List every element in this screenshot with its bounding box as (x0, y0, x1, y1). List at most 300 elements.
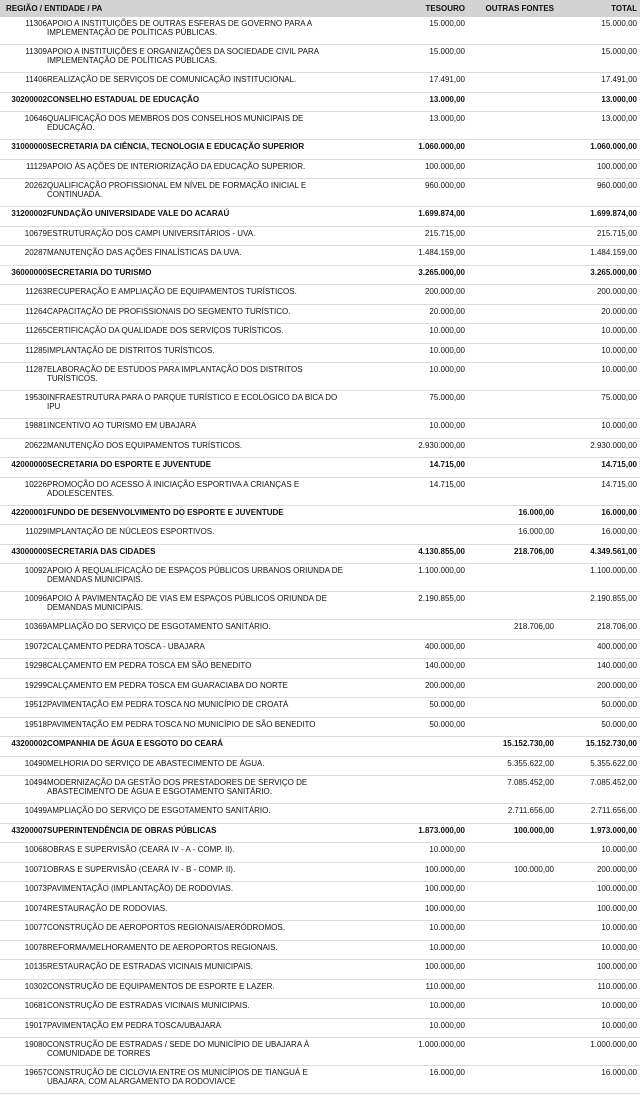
row-outras-fontes (468, 678, 557, 698)
row-code: 10226 (0, 477, 47, 505)
row-code: 11265 (0, 324, 47, 344)
row-outras-fontes (468, 960, 557, 980)
row-total: 10.000,00 (557, 921, 640, 941)
entity-row (0, 207, 640, 227)
row-total: 50.000,00 (557, 717, 640, 737)
row-description: RECUPERAÇÃO E AMPLIAÇÃO DE EQUIPAMENTOS TURÍSTICOS. (47, 285, 350, 305)
row-outras-fontes (468, 1018, 557, 1038)
row-outras-fontes: 218.706,00 (468, 544, 557, 564)
row-outras-fontes (468, 140, 557, 160)
row-tesouro (350, 525, 468, 545)
row-tesouro: 1.000.000,00 (350, 1038, 468, 1066)
row-description: PROMOÇÃO DO ACESSO À INICIAÇÃO ESPORTIVA A CRIANÇAS E ADOLESCENTES. (47, 477, 350, 505)
row-outras-fontes: 100.000,00 (468, 823, 557, 843)
row-outras-fontes: 5.355.622,00 (468, 756, 557, 776)
table-row (0, 1018, 640, 1038)
row-outras-fontes (468, 999, 557, 1019)
row-outras-fontes (468, 207, 557, 227)
row-description: OBRAS E SUPERVISÃO (CEARÁ IV - B - COMP. II). (47, 862, 350, 882)
row-outras-fontes: 16.000,00 (468, 525, 557, 545)
row-total: 2.190.855,00 (557, 592, 640, 620)
row-tesouro: 2.190.855,00 (350, 592, 468, 620)
row-description: CONSELHO ESTADUAL DE EDUCAÇÃO (47, 92, 350, 112)
table-row (0, 324, 640, 344)
row-total: 17.491,00 (557, 73, 640, 93)
table-row (0, 960, 640, 980)
row-total: 4.349.561,00 (557, 544, 640, 564)
row-outras-fontes (468, 564, 557, 592)
row-code: 10499 (0, 804, 47, 824)
table-row (0, 419, 640, 439)
table-row (0, 45, 640, 73)
row-total: 218.706,00 (557, 620, 640, 640)
row-code: 10092 (0, 564, 47, 592)
entity-row (0, 823, 640, 843)
row-description: AMPLIAÇÃO DO SERVIÇO DE ESGOTAMENTO SANITÁRIO. (47, 620, 350, 640)
row-tesouro (350, 737, 468, 757)
row-description: INFRAESTRUTURA PARA O PARQUE TURÍSTICO E ECOLÓGICO DA BICA DO IPU (47, 391, 350, 419)
row-code: 11406 (0, 73, 47, 93)
row-code: 10494 (0, 776, 47, 804)
row-tesouro: 14.715,00 (350, 477, 468, 505)
row-total: 200.000,00 (557, 285, 640, 305)
entity-row (0, 505, 640, 525)
row-description: APOIO ÀS AÇÕES DE INTERIORIZAÇÃO DA EDUCAÇÃO SUPERIOR. (47, 159, 350, 179)
table-row (0, 921, 640, 941)
row-tesouro: 13.000,00 (350, 112, 468, 140)
row-tesouro: 20.000,00 (350, 304, 468, 324)
table-header (0, 0, 640, 17)
row-description: FUNDAÇÃO UNIVERSIDADE VALE DO ACARAÚ (47, 207, 350, 227)
row-tesouro: 75.000,00 (350, 391, 468, 419)
row-code: 11129 (0, 159, 47, 179)
row-code: 10068 (0, 843, 47, 863)
row-total: 1.100.000,00 (557, 564, 640, 592)
row-total: 15.000,00 (557, 17, 640, 45)
row-outras-fontes (468, 921, 557, 941)
row-tesouro: 100.000,00 (350, 960, 468, 980)
row-tesouro: 960.000,00 (350, 179, 468, 207)
row-tesouro: 10.000,00 (350, 940, 468, 960)
table-row (0, 179, 640, 207)
row-total: 7.085.452,00 (557, 776, 640, 804)
row-description: CERTIFICAÇÃO DA QUALIDADE DOS SERVIÇOS TURÍSTICOS. (47, 324, 350, 344)
row-total: 215.715,00 (557, 226, 640, 246)
row-code: 10302 (0, 979, 47, 999)
row-description: MELHORIA DO SERVIÇO DE ABASTECIMENTO DE ÁGUA. (47, 756, 350, 776)
row-outras-fontes (468, 1066, 557, 1094)
table-row (0, 592, 640, 620)
row-description: CONSTRUÇÃO DE EQUIPAMENTOS DE ESPORTE E LAZER. (47, 979, 350, 999)
row-total: 2.930.000,00 (557, 438, 640, 458)
row-tesouro (350, 804, 468, 824)
row-tesouro: 200.000,00 (350, 285, 468, 305)
row-total: 140.000,00 (557, 659, 640, 679)
row-tesouro: 4.130.855,00 (350, 544, 468, 564)
row-description: PAVIMENTAÇÃO EM PEDRA TOSCA/UBAJARA (47, 1018, 350, 1038)
row-tesouro: 1.699.874,00 (350, 207, 468, 227)
row-description: QUALIFICAÇÃO DOS MEMBROS DOS CONSELHOS MUNICIPAIS DE EDUCAÇÃO. (47, 112, 350, 140)
row-code: 11285 (0, 343, 47, 363)
row-code: 10679 (0, 226, 47, 246)
row-code: 43200002 (0, 737, 47, 757)
row-tesouro: 140.000,00 (350, 659, 468, 679)
row-description: APOIO A INSTITUIÇÕES E ORGANIZAÇÕES DA SOCIEDADE CIVIL PARA IMPLEMENTAÇÃO DE POLÍTICAS PÚBLICAS. (47, 45, 350, 73)
row-code: 10078 (0, 940, 47, 960)
row-description: SECRETARIA DAS CIDADES (47, 544, 350, 564)
row-outras-fontes: 15.152.730,00 (468, 737, 557, 757)
row-outras-fontes (468, 112, 557, 140)
row-code: 10490 (0, 756, 47, 776)
row-code: 11309 (0, 45, 47, 73)
table-row (0, 477, 640, 505)
table-row (0, 776, 640, 804)
row-description: SECRETARIA DO ESPORTE E JUVENTUDE (47, 458, 350, 478)
row-outras-fontes (468, 179, 557, 207)
row-total: 2.711.656,00 (557, 804, 640, 824)
row-outras-fontes (468, 226, 557, 246)
row-description: CONSTRUÇÃO DE AEROPORTOS REGIONAIS/AERÓDROMOS. (47, 921, 350, 941)
row-outras-fontes (468, 304, 557, 324)
row-tesouro: 100.000,00 (350, 901, 468, 921)
row-outras-fontes: 16.000,00 (468, 505, 557, 525)
table-row (0, 804, 640, 824)
table-row (0, 659, 640, 679)
row-total: 100.000,00 (557, 960, 640, 980)
row-tesouro: 13.000,00 (350, 92, 468, 112)
row-description: CONSTRUÇÃO DE ESTRADAS VICINAIS MUNICIPAIS. (47, 999, 350, 1019)
row-total: 20.000,00 (557, 304, 640, 324)
row-tesouro: 10.000,00 (350, 419, 468, 439)
row-code: 20287 (0, 246, 47, 266)
row-total: 50.000,00 (557, 698, 640, 718)
row-tesouro: 3.265.000,00 (350, 265, 468, 285)
table-row (0, 112, 640, 140)
table-row (0, 678, 640, 698)
row-total: 13.000,00 (557, 112, 640, 140)
row-code: 10073 (0, 882, 47, 902)
row-total: 1.000.000,00 (557, 1038, 640, 1066)
column-header-region: REGIÃO / ENTIDADE / PA (0, 0, 350, 17)
table-row (0, 304, 640, 324)
row-description: FUNDO DE DESENVOLVIMENTO DO ESPORTE E JUVENTUDE (47, 505, 350, 525)
table-row (0, 246, 640, 266)
row-outras-fontes (468, 45, 557, 73)
row-total: 100.000,00 (557, 901, 640, 921)
table-row (0, 343, 640, 363)
table-row (0, 438, 640, 458)
row-outras-fontes (468, 391, 557, 419)
row-code: 10681 (0, 999, 47, 1019)
row-tesouro: 10.000,00 (350, 1018, 468, 1038)
row-code: 10071 (0, 862, 47, 882)
row-description: SUPERINTENDÊNCIA DE OBRAS PÚBLICAS (47, 823, 350, 843)
row-description: SECRETARIA DA CIÊNCIA, TECNOLOGIA E EDUCAÇÃO SUPERIOR (47, 140, 350, 160)
row-tesouro: 50.000,00 (350, 717, 468, 737)
entity-row (0, 265, 640, 285)
row-code: 19080 (0, 1038, 47, 1066)
row-tesouro: 110.000,00 (350, 979, 468, 999)
table-row (0, 159, 640, 179)
row-code: 19512 (0, 698, 47, 718)
row-tesouro: 1.484.159,00 (350, 246, 468, 266)
row-description: REALIZAÇÃO DE SERVIÇOS DE COMUNICAÇÃO INSTITUCIONAL. (47, 73, 350, 93)
table-row (0, 843, 640, 863)
row-outras-fontes (468, 477, 557, 505)
row-total: 110.000,00 (557, 979, 640, 999)
row-tesouro: 10.000,00 (350, 363, 468, 391)
table-row (0, 285, 640, 305)
row-total: 15.152.730,00 (557, 737, 640, 757)
row-code: 31200002 (0, 207, 47, 227)
row-tesouro: 50.000,00 (350, 698, 468, 718)
row-tesouro: 14.715,00 (350, 458, 468, 478)
row-tesouro: 1.060.000,00 (350, 140, 468, 160)
row-code: 31000000 (0, 140, 47, 160)
row-code: 11287 (0, 363, 47, 391)
row-total: 1.060.000,00 (557, 140, 640, 160)
row-description: IMPLANTAÇÃO DE NÚCLEOS ESPORTIVOS. (47, 525, 350, 545)
row-tesouro: 100.000,00 (350, 882, 468, 902)
row-description: CONSTRUÇÃO DE ESTRADAS / SEDE DO MUNICÍPIO DE UBAJARA À COMUNIDADE DE TORRES (47, 1038, 350, 1066)
row-outras-fontes (468, 159, 557, 179)
row-description: PAVIMENTAÇÃO EM PEDRA TOSCA NO MUNICÍPIO DE SÃO BENEDITO (47, 717, 350, 737)
row-tesouro: 2.930.000,00 (350, 438, 468, 458)
table-row (0, 999, 640, 1019)
row-outras-fontes (468, 659, 557, 679)
row-tesouro: 100.000,00 (350, 862, 468, 882)
row-total: 15.000,00 (557, 45, 640, 73)
row-total: 10.000,00 (557, 1018, 640, 1038)
row-description: ELABORAÇÃO DE ESTUDOS PARA IMPLANTAÇÃO DOS DISTRITOS TURÍSTICOS. (47, 363, 350, 391)
entity-row (0, 458, 640, 478)
row-total: 1.484.159,00 (557, 246, 640, 266)
table-row (0, 756, 640, 776)
row-code: 20262 (0, 179, 47, 207)
row-total: 10.000,00 (557, 999, 640, 1019)
row-description: INCENTIVO AO TURISMO EM UBAJARA (47, 419, 350, 439)
row-tesouro: 200.000,00 (350, 678, 468, 698)
row-code: 43000000 (0, 544, 47, 564)
row-total: 16.000,00 (557, 505, 640, 525)
row-code: 19657 (0, 1066, 47, 1094)
row-outras-fontes: 218.706,00 (468, 620, 557, 640)
row-outras-fontes (468, 324, 557, 344)
row-code: 10135 (0, 960, 47, 980)
row-outras-fontes (468, 1038, 557, 1066)
row-tesouro: 1.873.000,00 (350, 823, 468, 843)
row-tesouro: 400.000,00 (350, 639, 468, 659)
table-row (0, 525, 640, 545)
row-total: 1.699.874,00 (557, 207, 640, 227)
row-total: 10.000,00 (557, 324, 640, 344)
row-description: MANUTENÇÃO DOS EQUIPAMENTOS TURÍSTICOS. (47, 438, 350, 458)
row-code: 10077 (0, 921, 47, 941)
row-code: 11029 (0, 525, 47, 545)
row-description: APOIO À REQUALIFICAÇÃO DE ESPAÇOS PÚBLICOS URBANOS ORIUNDA DE DEMANDAS MUNICIPAIS. (47, 564, 350, 592)
row-description: CALÇAMENTO EM PEDRA TOSCA EM GUARACIABA DO NORTE (47, 678, 350, 698)
entity-row (0, 92, 640, 112)
row-description: SECRETARIA DO TURISMO (47, 265, 350, 285)
row-outras-fontes (468, 698, 557, 718)
table-row (0, 901, 640, 921)
row-outras-fontes (468, 73, 557, 93)
row-total: 400.000,00 (557, 639, 640, 659)
table-row (0, 882, 640, 902)
row-total: 14.715,00 (557, 477, 640, 505)
row-description: CAPACITAÇÃO DE PROFISSIONAIS DO SEGMENTO TURÍSTICO. (47, 304, 350, 324)
row-code: 10646 (0, 112, 47, 140)
row-code: 20622 (0, 438, 47, 458)
row-tesouro (350, 620, 468, 640)
row-tesouro (350, 756, 468, 776)
row-outras-fontes (468, 901, 557, 921)
row-code: 19881 (0, 419, 47, 439)
row-description: OBRAS E SUPERVISÃO (CEARÁ IV - A - COMP. II). (47, 843, 350, 863)
row-description: CALÇAMENTO PEDRA TOSCA - UBAJARA (47, 639, 350, 659)
row-total: 3.265.000,00 (557, 265, 640, 285)
row-outras-fontes (468, 285, 557, 305)
row-total: 960.000,00 (557, 179, 640, 207)
row-tesouro (350, 776, 468, 804)
row-tesouro: 1.100.000,00 (350, 564, 468, 592)
row-tesouro: 10.000,00 (350, 999, 468, 1019)
row-outras-fontes: 100.000,00 (468, 862, 557, 882)
row-code: 43200007 (0, 823, 47, 843)
row-description: APOIO A INSTITUIÇÕES DE OUTRAS ESFERAS DE GOVERNO PARA A IMPLEMENTAÇÃO DE POLÍTICAS PÚBLICAS. (47, 17, 350, 45)
table-row (0, 862, 640, 882)
row-outras-fontes (468, 265, 557, 285)
table-body (0, 17, 640, 1094)
table-row (0, 226, 640, 246)
row-code: 19518 (0, 717, 47, 737)
row-tesouro: 17.491,00 (350, 73, 468, 93)
row-tesouro: 10.000,00 (350, 324, 468, 344)
column-header-outras-fontes: OUTRAS FONTES (468, 0, 557, 17)
row-description: REFORMA/MELHORAMENTO DE AEROPORTOS REGIONAIS. (47, 940, 350, 960)
row-outras-fontes (468, 419, 557, 439)
row-description: APOIO À PAVIMENTAÇÃO DE VIAS EM ESPAÇOS PÚBLICOS ORIUNDA DE DEMANDAS MUNICIPAIS. (47, 592, 350, 620)
row-code: 19017 (0, 1018, 47, 1038)
row-description: AMPLIAÇÃO DO SERVIÇO DE ESGOTAMENTO SANITÁRIO. (47, 804, 350, 824)
row-code: 30200002 (0, 92, 47, 112)
row-outras-fontes (468, 979, 557, 999)
row-outras-fontes: 7.085.452,00 (468, 776, 557, 804)
table-row (0, 698, 640, 718)
row-description: COMPANHIA DE ÁGUA E ESGOTO DO CEARÁ (47, 737, 350, 757)
row-tesouro: 215.715,00 (350, 226, 468, 246)
row-code: 36000000 (0, 265, 47, 285)
table-row (0, 17, 640, 45)
row-description: MANUTENÇÃO DAS AÇÕES FINALÍSTICAS DA UVA. (47, 246, 350, 266)
row-outras-fontes (468, 882, 557, 902)
table-row (0, 717, 640, 737)
row-total: 16.000,00 (557, 1066, 640, 1094)
row-total: 16.000,00 (557, 525, 640, 545)
row-tesouro (350, 505, 468, 525)
row-total: 10.000,00 (557, 419, 640, 439)
row-code: 19072 (0, 639, 47, 659)
entity-row (0, 544, 640, 564)
table-row (0, 73, 640, 93)
row-total: 10.000,00 (557, 363, 640, 391)
row-tesouro: 16.000,00 (350, 1066, 468, 1094)
row-outras-fontes (468, 639, 557, 659)
row-description: QUALIFICAÇÃO PROFISSIONAL EM NÍVEL DE FORMAÇÃO INICIAL E CONTINUADA. (47, 179, 350, 207)
row-tesouro: 15.000,00 (350, 17, 468, 45)
entity-row (0, 140, 640, 160)
row-code: 11306 (0, 17, 47, 45)
table-row (0, 1066, 640, 1094)
row-outras-fontes (468, 458, 557, 478)
row-tesouro: 10.000,00 (350, 843, 468, 863)
row-code: 19530 (0, 391, 47, 419)
row-total: 200.000,00 (557, 862, 640, 882)
row-description: RESTAURAÇÃO DE ESTRADAS VICINAIS MUNICIPAIS. (47, 960, 350, 980)
row-outras-fontes (468, 843, 557, 863)
row-outras-fontes (468, 717, 557, 737)
row-total: 100.000,00 (557, 159, 640, 179)
row-description: ESTRUTURAÇÃO DOS CAMPI UNIVERSITÁRIOS - UVA. (47, 226, 350, 246)
row-total: 10.000,00 (557, 343, 640, 363)
row-outras-fontes (468, 246, 557, 266)
row-outras-fontes (468, 592, 557, 620)
row-description: PAVIMENTAÇÃO (IMPLANTAÇÃO) DE RODOVIAS. (47, 882, 350, 902)
table-row (0, 391, 640, 419)
row-description: MODERNIZAÇÃO DA GESTÃO DOS PRESTADORES DE SERVIÇO DE ABASTECIMENTO DE ÁGUA E ESGOTAMENTO SANITÁRIO. (47, 776, 350, 804)
row-outras-fontes (468, 17, 557, 45)
row-code: 42000000 (0, 458, 47, 478)
row-code: 11264 (0, 304, 47, 324)
row-description: PAVIMENTAÇÃO EM PEDRA TOSCA NO MUNICÍPIO DE CROATÁ (47, 698, 350, 718)
row-description: CONSTRUÇÃO DE CICLOVIA ENTRE OS MUNICÍPIOS DE TIANGUÁ E UBAJARA, COM ALARGAMENTO DA RODOVIA/CE (47, 1066, 350, 1094)
table-row (0, 564, 640, 592)
row-tesouro: 15.000,00 (350, 45, 468, 73)
row-total: 14.715,00 (557, 458, 640, 478)
row-outras-fontes: 2.711.656,00 (468, 804, 557, 824)
row-tesouro: 100.000,00 (350, 159, 468, 179)
table-row (0, 620, 640, 640)
column-header-tesouro: TESOURO (350, 0, 468, 17)
table-row (0, 639, 640, 659)
row-total: 5.355.622,00 (557, 756, 640, 776)
row-total: 75.000,00 (557, 391, 640, 419)
row-outras-fontes (468, 940, 557, 960)
row-outras-fontes (468, 363, 557, 391)
row-tesouro: 10.000,00 (350, 921, 468, 941)
row-code: 42200001 (0, 505, 47, 525)
row-total: 200.000,00 (557, 678, 640, 698)
row-code: 10074 (0, 901, 47, 921)
table-row (0, 940, 640, 960)
row-code: 10096 (0, 592, 47, 620)
row-code: 11263 (0, 285, 47, 305)
row-total: 13.000,00 (557, 92, 640, 112)
row-outras-fontes (468, 343, 557, 363)
row-code: 19299 (0, 678, 47, 698)
table-row (0, 363, 640, 391)
table-row (0, 1038, 640, 1066)
row-total: 1.973.000,00 (557, 823, 640, 843)
row-code: 10369 (0, 620, 47, 640)
row-total: 10.000,00 (557, 843, 640, 863)
row-code: 19298 (0, 659, 47, 679)
row-description: RESTAURAÇÃO DE RODOVIAS. (47, 901, 350, 921)
row-description: CALÇAMENTO EM PEDRA TOSCA EM SÃO BENEDITO (47, 659, 350, 679)
entity-row (0, 737, 640, 757)
row-outras-fontes (468, 92, 557, 112)
table-row (0, 979, 640, 999)
